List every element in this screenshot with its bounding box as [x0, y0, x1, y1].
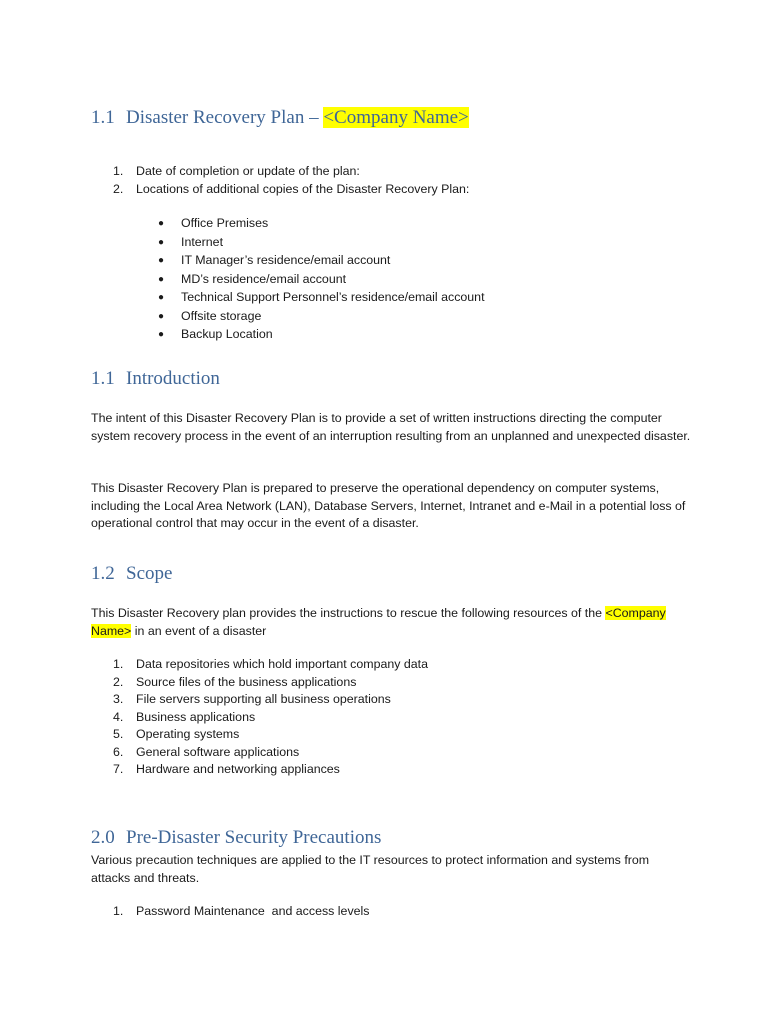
list-item: ● Offsite storage	[158, 308, 485, 327]
bullet-icon: ●	[158, 310, 165, 322]
list-item: ● MD’s residence/email account	[158, 271, 485, 290]
precautions-list	[113, 903, 369, 921]
list-item: 1. Data repositories which hold important company data	[113, 657, 429, 671]
introduction-heading: 1.1 Introduction	[91, 368, 220, 389]
list-item: ● Technical Support Personnel’s residence/email account	[158, 289, 485, 308]
list-item: 1. Date of completion or update of the plan:	[113, 164, 360, 178]
list-item: 7. Hardware and networking appliances	[113, 762, 340, 776]
bullet-icon: ●	[158, 292, 165, 303]
scope-resources-list	[113, 656, 428, 779]
title-number: 1.1	[91, 107, 115, 128]
company-name-placeholder: Name>	[91, 623, 132, 638]
list-item: 6. General software applications	[113, 744, 300, 759]
scope-intro-paragraph: This Disaster Recovery plan provides the instructions to rescue the following resources of the <Company Name> in an event of a disaster	[91, 606, 666, 638]
company-name-placeholder: <Company	[605, 606, 666, 620]
plan-info-list	[113, 163, 469, 198]
bullet-icon: ●	[158, 236, 165, 248]
list-item: 5. Operating systems	[113, 727, 240, 741]
list-item: ● Internet	[158, 234, 485, 253]
introduction-paragraph-2: This Disaster Recovery Plan is prepared to preserve the operational dependency on computer systems, including the Local Area Network (LAN), Database Servers, Internet, Intranet and e-Mail in a potential loss of operational control that may occur in the event of a disaster.	[91, 481, 686, 530]
introduction-paragraph-1: The intent of this Disaster Recovery Plan is to provide a set of written instructions directing the computer system recovery process in the event of an interruption resulting from an unplanned and unexpected disaster.	[91, 411, 691, 443]
locations-list	[158, 215, 485, 345]
list-item: ● Office Premises	[158, 215, 485, 234]
list-item: ● IT Manager’s residence/email account	[158, 252, 485, 271]
list-item: 2. Locations of additional copies of the Disaster Recovery Plan:	[113, 181, 470, 196]
list-item: 2. Source files of the business applications	[113, 674, 357, 689]
list-item: 4. Business applications	[113, 709, 256, 724]
bullet-icon: ●	[158, 255, 165, 266]
bullet-icon: ●	[158, 218, 165, 229]
list-item: 3. File servers supporting all business operations	[113, 692, 391, 706]
bullet-icon: ●	[158, 329, 165, 340]
scope-heading: 1.2 Scope	[91, 563, 173, 584]
title-heading	[91, 107, 469, 129]
company-name-placeholder: <Company Name>	[323, 107, 469, 128]
precautions-heading: 2.0 Pre-Disaster Security Precautions	[91, 827, 382, 848]
bullet-icon: ●	[158, 273, 165, 285]
title-text: Disaster Recovery Plan –	[126, 107, 324, 128]
list-item: ● Backup Location	[158, 326, 485, 345]
list-item: 1. Password Maintenance and access levels	[113, 904, 370, 918]
precautions-paragraph: Various precaution techniques are applied to the IT resources to protect information and systems from attacks and threats.	[91, 853, 650, 885]
